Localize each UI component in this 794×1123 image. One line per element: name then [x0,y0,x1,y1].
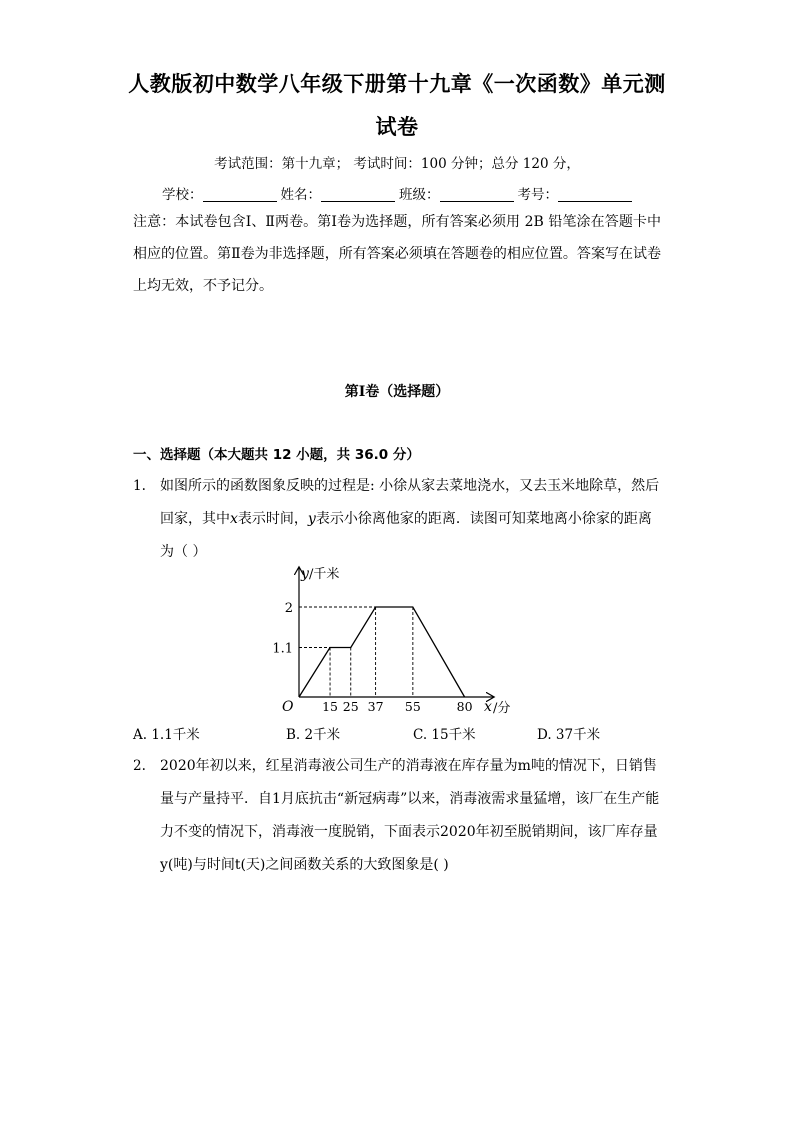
section-title: 第Ⅰ卷（选择题） [344,384,450,400]
option-b[interactable]: B. 2千米 [286,727,341,743]
y-tick-labels [272,601,293,657]
y-axis-unit: /千米 [309,567,340,582]
q1-text-part: 表示小徐离他家的距离．读图可知菜地离小徐家的距离为（ ） [160,511,652,560]
class-blank [440,187,514,202]
field-label-exam-number: 考号： [517,187,558,203]
exam-title-line2: 试卷 [375,115,419,139]
y-tick-label: 1.1 [272,641,293,657]
q1-var-x: x [230,511,238,527]
student-info-fields [162,183,636,203]
question-1-text [160,470,661,569]
option-a[interactable]: A. 1.1千米 [133,727,200,743]
question-2-text: 2020年初以来，红星消毒液公司生产的消毒液在库存量为m吨的情况下，日销售量与产量持平．自1月底抗击“新冠病毒”以来，消毒液需求量猛增，该厂在生产能力不变的情况下，消毒液一度脱销，下面表示2020年初至脱销期间，该厂库存量y(吨)与时间t(天)之间函数关系的大致图象是( ) [160,758,660,873]
origin-label: O [282,699,294,715]
exam-title-line1: 人教版初中数学八年级下册第十九章《一次函数》单元测 [128,72,666,96]
option-d[interactable]: D. 37千米 [537,727,601,743]
x-tick-label: 80 [456,699,473,714]
field-label-class: 班级： [399,187,440,203]
name-blank [321,187,395,202]
field-label-school: 学校： [162,187,203,203]
option-c[interactable]: C. 15千米 [413,727,476,743]
q1-var-y: y [307,511,316,527]
exam-number-blank [558,187,632,202]
x-axis-unit: /分 [493,701,511,716]
x-tick-label: 37 [367,699,384,714]
x-axis-var: x [484,699,492,715]
x-tick-label: 55 [404,699,421,714]
dashed-guides [299,607,413,697]
q1-text-part: 如图所示的函数图象反映的过程是: 小徐从家去菜地浇水，又去玉米地除草，然后回家，其中 [160,478,660,527]
question-1-number: 1. [133,478,146,494]
q1-text-part: 表示时间， [237,511,308,527]
y-axis-var: y [301,566,309,582]
school-blank [203,187,277,202]
exam-notice: 注意：本试卷包含Ⅰ、Ⅱ两卷。第Ⅰ卷为选择题，所有答案必须用 2B 铅笔涂在答题卡中相应的位置。第Ⅱ卷为非选择题，所有答案必须填在答题卷的相应位置。答案写在试卷上均无效，不予记分。 [133,214,661,294]
distance-time-graph [265,560,525,720]
y-tick-label: 2 [284,601,293,616]
part-heading: 一、选择题（本大题共 12 小题，共 36.0 分） [133,447,420,463]
exam-info: 考试范围：第十九章； 考试时间：100 分钟；总分 120 分， [214,156,580,172]
field-label-name: 姓名： [280,187,321,203]
question-2-number: 2. [133,758,146,774]
distance-line [299,607,465,697]
x-tick-label: 25 [342,699,359,714]
x-tick-label: 15 [322,699,339,714]
x-tick-labels [322,699,473,714]
